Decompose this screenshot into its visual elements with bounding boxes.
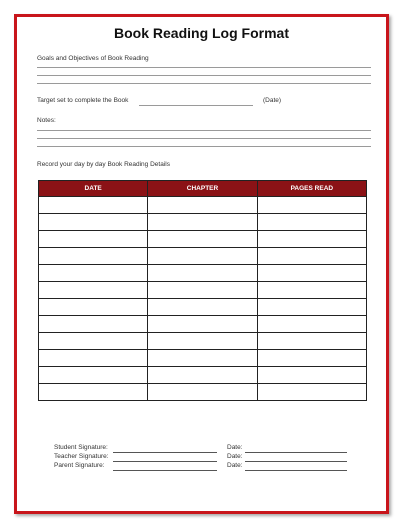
chapter-cell[interactable] [148,265,257,282]
pages-read-cell[interactable] [257,316,366,333]
table-row [39,367,367,384]
log-sheet [14,14,389,514]
date-cell[interactable] [39,350,148,367]
table-header-row [39,181,367,197]
teacher-date-line[interactable] [245,461,347,462]
student-date-line[interactable] [245,452,347,453]
target-date-line[interactable] [139,105,253,106]
target-date-label: (Date) [263,97,282,104]
pages-read-cell[interactable] [257,299,366,316]
table-row [39,350,367,367]
parent-signature-line[interactable] [113,470,217,471]
pages-read-column-header: PAGES READ [257,181,366,197]
table-row [39,265,367,282]
notes-line[interactable] [37,130,371,131]
pages-read-cell[interactable] [257,214,366,231]
student-signature-line[interactable] [113,452,217,453]
pages-read-cell[interactable] [257,231,366,248]
teacher-date-label: Date: [227,453,243,460]
record-label: Record your day by day Book Reading Details [37,161,170,168]
chapter-cell[interactable] [148,231,257,248]
table-row [39,299,367,316]
table-row [39,316,367,333]
date-cell[interactable] [39,384,148,401]
chapter-cell[interactable] [148,214,257,231]
pages-read-cell[interactable] [257,367,366,384]
date-cell[interactable] [39,265,148,282]
teacher-signature-line[interactable] [113,461,217,462]
chapter-cell[interactable] [148,248,257,265]
chapter-cell[interactable] [148,299,257,316]
chapter-column-header: CHAPTER [148,181,257,197]
table-row [39,197,367,214]
pages-read-cell[interactable] [257,197,366,214]
target-label: Target set to complete the Book [37,97,129,104]
goals-line[interactable] [37,75,371,76]
pages-read-cell[interactable] [257,282,366,299]
student-date-label: Date: [227,444,243,451]
parent-date-label: Date: [227,462,243,469]
pages-read-cell[interactable] [257,333,366,350]
table-row [39,214,367,231]
chapter-cell[interactable] [148,384,257,401]
chapter-cell[interactable] [148,367,257,384]
table-row [39,384,367,401]
date-column-header: DATE [39,181,148,197]
chapter-cell[interactable] [148,350,257,367]
chapter-cell[interactable] [148,316,257,333]
chapter-cell[interactable] [148,333,257,350]
date-cell[interactable] [39,316,148,333]
goals-line[interactable] [37,67,371,68]
date-cell[interactable] [39,282,148,299]
date-cell[interactable] [39,367,148,384]
date-cell[interactable] [39,248,148,265]
chapter-cell[interactable] [148,282,257,299]
date-cell[interactable] [39,214,148,231]
date-cell[interactable] [39,333,148,350]
pages-read-cell[interactable] [257,350,366,367]
pages-read-cell[interactable] [257,265,366,282]
table-row [39,231,367,248]
table-row [39,333,367,350]
chapter-cell[interactable] [148,197,257,214]
notes-line[interactable] [37,146,371,147]
pages-read-cell[interactable] [257,248,366,265]
reading-log-table [38,180,367,401]
table-row [39,248,367,265]
parent-signature-label: Parent Signature: [54,462,105,469]
goals-line[interactable] [37,83,371,84]
pages-read-cell[interactable] [257,384,366,401]
table-row [39,282,367,299]
goals-label: Goals and Objectives of Book Reading [37,55,149,62]
notes-line[interactable] [37,138,371,139]
date-cell[interactable] [39,231,148,248]
student-signature-label: Student Signature: [54,444,108,451]
parent-date-line[interactable] [245,470,347,471]
notes-label: Notes: [37,117,56,124]
date-cell[interactable] [39,197,148,214]
teacher-signature-label: Teacher Signature: [54,453,109,460]
page-title: Book Reading Log Format [114,25,289,41]
date-cell[interactable] [39,299,148,316]
